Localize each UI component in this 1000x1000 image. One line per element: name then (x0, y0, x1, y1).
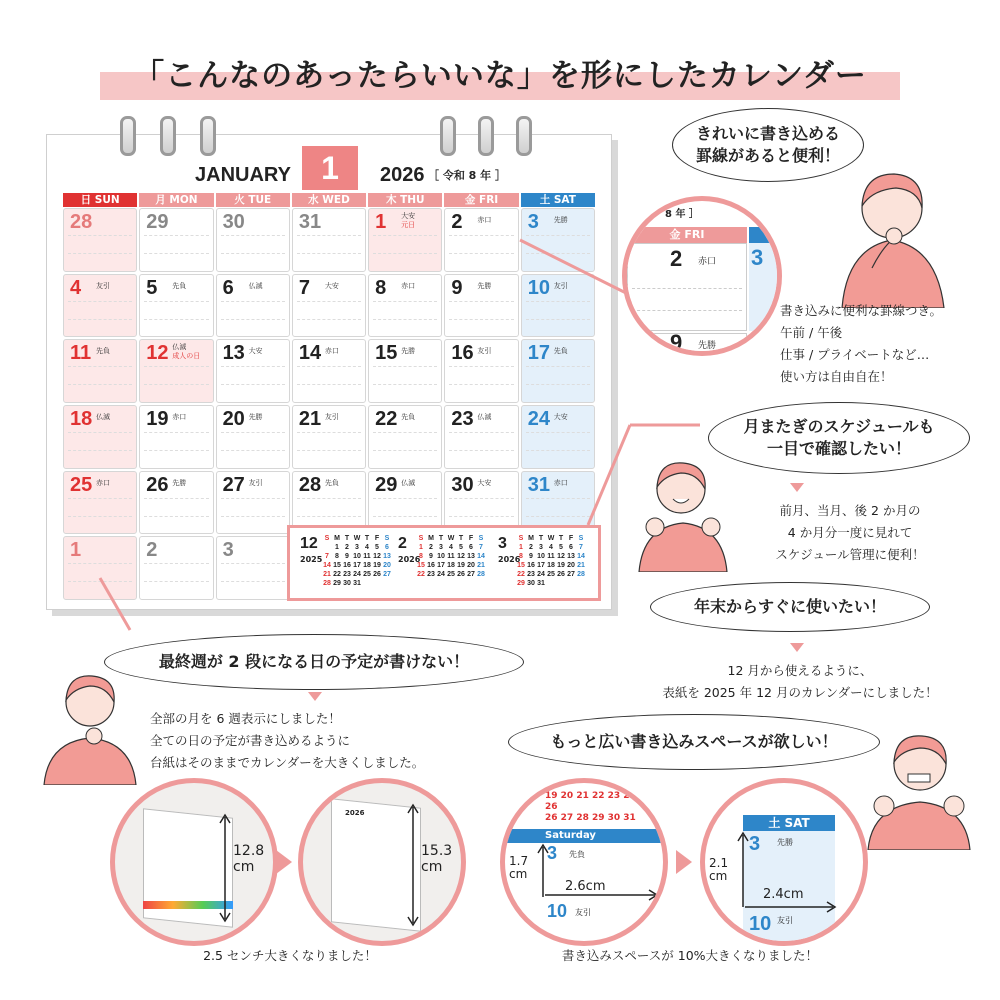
mini-day: 8 (419, 553, 423, 560)
rokuyo-label: 大安 (477, 478, 492, 487)
zoom-era: 8 年 ］ (665, 209, 699, 220)
day-number: 9 (451, 276, 463, 299)
mini-day: 10 (437, 553, 445, 560)
bubble-line: 年末からすぐに使いたい！ (693, 597, 886, 616)
mini-day: 14 (477, 553, 485, 560)
mini-day: 13 (467, 553, 475, 560)
mini-day: 16 (427, 562, 435, 569)
day-number: 4 (70, 276, 82, 299)
day-number: 19 (146, 408, 169, 430)
mini-day: 9 (345, 553, 349, 560)
page-title: 「こんなのあったらいいな」を形にしたカレンダー (133, 58, 867, 94)
mini-day: 21 (477, 562, 485, 569)
rokuyo-label: 赤口 (553, 478, 568, 487)
day-number: 31 (527, 473, 550, 496)
mini-day: 19 (457, 562, 465, 569)
mini-day: 2 (429, 544, 433, 551)
day-number: 3 (222, 539, 234, 562)
zoom-old-next-rokuyo: 友引 (575, 908, 591, 917)
mini-weekday: T (538, 535, 544, 542)
day-number: 28 (70, 211, 93, 233)
mini-year-label: 2025 (300, 555, 323, 564)
mini-weekday: T (558, 535, 564, 542)
zoom-new-weekday: 土 SAT (743, 815, 835, 831)
speech-bubble-year-end (650, 582, 930, 632)
rokuyo-label: 友引 (324, 413, 339, 421)
rokuyo-label: 先負 (324, 478, 339, 487)
mini-weekday: W (353, 535, 361, 542)
mini-day: 5 (375, 544, 379, 551)
bubble-line: 月またぎのスケジュールも (743, 417, 935, 436)
mini-year-label: 2026 (498, 555, 521, 564)
mini-day: 29 (333, 580, 341, 587)
mini-weekday: S (518, 535, 524, 542)
mini-day: 27 (567, 571, 575, 578)
mini-weekday: T (344, 535, 350, 542)
mini-day: 14 (577, 553, 585, 560)
mini-day: 30 (527, 580, 535, 587)
mini-day: 25 (547, 571, 555, 578)
holiday-name: 元日 (401, 221, 416, 229)
mini-day: 21 (577, 562, 585, 569)
zoom-ruled-lines (622, 196, 782, 356)
day-number: 23 (451, 408, 474, 430)
rokuyo-label: 赤口 (172, 413, 187, 421)
day-number: 20 (222, 408, 245, 430)
rokuyo-label: 赤口 (477, 216, 492, 224)
day-number: 1 (375, 211, 387, 233)
speech-bubble-space (508, 714, 880, 770)
weekday-label: 火 TUE (216, 193, 290, 207)
mini-day: 9 (429, 553, 433, 560)
calendar-month-name: JANUARY (195, 164, 291, 186)
rokuyo-label: 大安 (324, 281, 339, 290)
mini-weekday: F (468, 535, 474, 542)
day-number: 15 (375, 342, 398, 365)
zoom-ruled-line (632, 288, 742, 289)
note-line: 全部の月を 6 週表示にしました！ (150, 711, 341, 726)
down-arrow-icon (790, 643, 804, 652)
mini-day: 10 (353, 553, 361, 560)
day-number: 17 (527, 342, 550, 365)
zoom-next-rokuyo: 先勝 (698, 341, 717, 351)
mini-day: 15 (333, 562, 341, 569)
dimension-arrows-icon (735, 831, 865, 921)
mini-day: 22 (417, 571, 425, 578)
mini-day: 3 (439, 544, 443, 551)
mini-day: 3 (355, 544, 359, 551)
rokuyo-label: 大安 (401, 212, 416, 220)
day-number: 8 (375, 276, 387, 299)
bubble-line: 罫線があると便利！ (695, 146, 840, 165)
zoom-old-rokuyo: 先負 (569, 850, 585, 859)
weekday-label: 日 SUN (63, 193, 137, 207)
mini-month-label: 2 (398, 535, 407, 552)
zoom-old-next-day: 10 (547, 901, 568, 921)
zoom-old-mini-row: 19 20 21 22 23 24 25 26 (545, 791, 652, 812)
bubble-line: もっと広い書き込みスペースが欲しい！ (550, 732, 838, 751)
day-number: 7 (298, 276, 310, 299)
weekday-label: 月 MON (139, 193, 213, 207)
mini-year-label: 2026 (398, 555, 421, 564)
mini-day: 29 (517, 580, 525, 587)
note-line: 仕事 / プライベートなど… (780, 347, 930, 362)
mini-day: 27 (467, 571, 475, 578)
note-multi-month (740, 500, 960, 566)
mini-day: 20 (467, 562, 475, 569)
mini-day: 28 (577, 571, 585, 578)
mini-day: 23 (427, 571, 435, 578)
mini-day: 4 (549, 544, 553, 551)
mini-day: 1 (419, 544, 423, 551)
mini-day: 16 (527, 562, 535, 569)
mini-month-label: 3 (498, 535, 507, 552)
note-year-end (620, 660, 980, 704)
mini-day: 31 (353, 580, 361, 587)
day-number: 24 (527, 408, 550, 430)
mini-day: 8 (519, 553, 523, 560)
mini-day: 17 (437, 562, 445, 569)
rokuyo-label: 友引 (96, 281, 110, 290)
zoom-sat-day: 3 (751, 245, 764, 270)
zoom-old-height: 1.7 cm (509, 854, 529, 881)
dimension-arrows-icon (535, 843, 665, 903)
mini-day: 24 (537, 571, 545, 578)
bubble-line: きれいに書き込める (695, 124, 840, 143)
zoom-ruled-line (632, 310, 742, 311)
day-number: 29 (146, 211, 169, 233)
rokuyo-label: 大安 (248, 347, 263, 356)
rokuyo-label: 先負 (401, 413, 416, 421)
mini-day: 14 (323, 562, 331, 569)
mini-day: 22 (517, 571, 525, 578)
note-line: 台紙はそのままでカレンダーを大きくしました。 (150, 755, 425, 770)
zoom-old-day: 3 (547, 843, 558, 863)
zoom-new-next-rokuyo: 友引 (777, 916, 793, 925)
day-number: 10 (527, 276, 550, 299)
mini-day: 6 (569, 544, 573, 551)
day-number: 2 (451, 211, 463, 233)
mini-weekday: M (334, 535, 340, 542)
mini-day: 11 (447, 553, 455, 560)
zoom-new-next-day: 10 (749, 913, 772, 935)
zoom-new-width: 2.4cm (763, 887, 804, 902)
mini-day: 22 (333, 571, 341, 578)
old-height-label: 12.8 cm (233, 843, 265, 875)
note-line: 午前 / 午後 (780, 325, 843, 340)
zoom-weekday: 金 FRI (627, 227, 747, 243)
note-line: 表紙を 2025 年 12 月のカレンダーにしました！ (662, 685, 938, 700)
mini-day: 17 (353, 562, 361, 569)
note-line: スケジュール管理に便利！ (775, 547, 925, 562)
mini-day: 30 (343, 580, 351, 587)
person-happy-illustration (633, 447, 733, 572)
zoom-rokuyo: 赤口 (698, 257, 717, 267)
mini-day: 3 (539, 544, 543, 551)
mini-day: 5 (559, 544, 563, 551)
mini-day: 9 (529, 553, 533, 560)
note-line: 全ての日の予定が書き込めるように (150, 733, 351, 748)
rokuyo-label: 赤口 (401, 281, 416, 290)
mini-day: 7 (579, 544, 583, 551)
mini-day: 25 (363, 571, 371, 578)
weekday-label: 金 FRI (444, 193, 518, 207)
mini-day: 24 (437, 571, 445, 578)
mini-day: 11 (547, 553, 555, 560)
note-line: 前月、当月、後 2 か月の (779, 503, 921, 518)
note-line: 書き込みに便利な罫線つき。 (780, 303, 943, 318)
rokuyo-label: 先負 (553, 347, 568, 356)
mini-day: 6 (469, 544, 473, 551)
photo-new-calendar (298, 778, 466, 946)
note-line: 使い方は自由自在！ (780, 369, 893, 384)
mini-day: 27 (383, 571, 391, 578)
down-arrow-icon (790, 483, 804, 492)
rokuyo-label: 友引 (553, 281, 568, 290)
weekday-label: 土 SAT (521, 193, 595, 207)
mini-weekday: M (428, 535, 434, 542)
person-thinking-illustration (832, 148, 962, 308)
mini-day: 2 (345, 544, 349, 551)
rokuyo-label: 先勝 (401, 347, 416, 356)
mini-day: 26 (373, 571, 381, 578)
mini-day: 19 (373, 562, 381, 569)
mini-day: 24 (353, 571, 361, 578)
mini-day: 6 (385, 544, 389, 551)
calendar-year: 2026 (380, 164, 425, 186)
day-number: 13 (222, 342, 245, 365)
day-number: 14 (298, 342, 322, 365)
mini-day: 12 (373, 553, 381, 560)
photo-old-calendar (110, 778, 278, 946)
rokuyo-label: 先負 (172, 281, 187, 290)
note-ruled-lines (780, 300, 942, 388)
day-number: 18 (70, 408, 93, 430)
mini-weekday: W (447, 535, 455, 542)
zoom-old-mini-row: 26 27 28 29 30 31 (545, 813, 636, 823)
mini-day: 26 (557, 571, 565, 578)
zoom-old-weekday: Saturday (505, 829, 668, 843)
mini-day: 18 (363, 562, 371, 569)
day-number: 12 (146, 342, 169, 365)
rokuyo-label: 先勝 (172, 478, 187, 487)
caption-size-increase: 2.5 センチ大きくなりました！ (203, 948, 377, 963)
mini-day: 18 (447, 562, 455, 569)
mini-day: 1 (519, 544, 523, 551)
mini-weekday: F (374, 535, 380, 542)
right-arrow-icon (276, 850, 292, 874)
day-number: 30 (451, 473, 474, 496)
mini-day: 20 (567, 562, 575, 569)
mini-weekday: F (568, 535, 574, 542)
height-arrow-icon (403, 803, 423, 927)
calendar-era: ［ 令和 8 年 ］ (428, 169, 506, 182)
mini-day: 18 (547, 562, 555, 569)
person-worried-illustration (40, 660, 140, 785)
day-number: 2 (146, 539, 158, 562)
weekday-label: 水 WED (292, 193, 366, 207)
mini-weekday: T (364, 535, 370, 542)
zoom-old-width: 2.6cm (565, 879, 606, 894)
note-six-weeks (150, 708, 424, 774)
rokuyo-label: 大安 (553, 413, 568, 421)
day-number: 5 (146, 276, 158, 299)
mini-day: 2 (529, 544, 533, 551)
mini-day: 28 (477, 571, 485, 578)
rokuyo-label: 仏滅 (248, 281, 263, 290)
rokuyo-label: 先勝 (248, 413, 263, 421)
mini-day: 26 (457, 571, 465, 578)
mini-day: 19 (557, 562, 565, 569)
bubble-line: 最終週が 2 段になる日の予定が書けない！ (158, 652, 470, 671)
right-arrow-icon (676, 850, 692, 874)
zoom-new-rokuyo: 先勝 (777, 838, 793, 847)
zoom-day: 2 (670, 246, 683, 271)
mini-weekday: M (528, 535, 534, 542)
mini-day: 4 (365, 544, 369, 551)
mini-weekday: S (384, 535, 390, 542)
mini-weekday: S (578, 535, 584, 542)
day-number: 25 (70, 473, 93, 496)
mini-day: 15 (517, 562, 525, 569)
day-number: 16 (451, 342, 474, 365)
zoom-new-cell (700, 778, 868, 946)
note-line: 4 か月分一度に見れて (787, 525, 913, 540)
mini-weekday: W (547, 535, 555, 542)
bubble-line: 一目で確認したい！ (766, 439, 911, 458)
day-number: 30 (222, 211, 245, 233)
rokuyo-label: 先負 (96, 347, 110, 356)
day-number: 31 (298, 211, 322, 233)
mini-month-label: 12 (300, 535, 318, 552)
zoom-cell (627, 243, 747, 331)
mini-weekday: S (478, 535, 484, 542)
mini-day: 7 (479, 544, 483, 551)
calendar-month-number: 1 (302, 146, 358, 190)
rokuyo-label: 赤口 (324, 347, 339, 356)
rokuyo-label: 仏滅 (477, 413, 492, 421)
mini-day: 5 (459, 544, 463, 551)
rokuyo-label: 先勝 (553, 216, 568, 224)
day-number: 27 (222, 473, 245, 496)
mini-day: 25 (447, 571, 455, 578)
rokuyo-label: 先勝 (477, 281, 492, 290)
mini-weekday: S (324, 535, 330, 542)
mini-weekday: T (458, 535, 464, 542)
mini-day: 31 (537, 580, 545, 587)
mini-day: 8 (335, 553, 339, 560)
day-number: 3 (527, 211, 539, 233)
down-arrow-icon (308, 692, 322, 701)
mini-weekday: T (438, 535, 444, 542)
note-line: 12 月から使えるように、 (727, 663, 873, 678)
mini-day: 16 (343, 562, 351, 569)
mini-day: 28 (323, 580, 331, 587)
mini-day: 21 (323, 571, 331, 578)
day-number: 21 (298, 408, 322, 430)
zoom-old-cell (500, 778, 668, 946)
day-number: 29 (375, 473, 398, 496)
mini-day: 17 (537, 562, 545, 569)
speech-bubble-six-weeks (104, 634, 524, 690)
speech-bubble-multi-month (708, 402, 970, 474)
mini-day: 13 (567, 553, 575, 560)
mini-day: 10 (537, 553, 545, 560)
rokuyo-label: 仏滅 (401, 478, 416, 487)
mini-day: 23 (343, 571, 351, 578)
mini-weekday: S (418, 535, 424, 542)
mini-day: 23 (527, 571, 535, 578)
caption-space-increase: 書き込みスペースが 10%大きくなりました！ (561, 948, 819, 963)
day-number: 26 (146, 473, 169, 496)
mini-day: 20 (383, 562, 391, 569)
rokuyo-label: 仏滅 (172, 343, 187, 352)
rokuyo-label: 友引 (248, 478, 263, 487)
mini-day: 12 (557, 553, 565, 560)
holiday-name: 成人の日 (172, 352, 201, 361)
new-height-label: 15.3 cm (421, 843, 453, 875)
mini-day: 7 (325, 553, 329, 560)
mini-day: 11 (363, 553, 371, 560)
speech-bubble-ruled-lines (672, 108, 864, 182)
rokuyo-label: 仏滅 (96, 413, 110, 421)
zoom-new-height: 2.1 cm (709, 856, 729, 883)
rokuyo-label: 友引 (477, 347, 492, 356)
rokuyo-label: 赤口 (96, 478, 110, 487)
zoom-next-day: 9 (670, 330, 683, 355)
height-arrow-icon (215, 813, 235, 923)
mini-day: 12 (457, 553, 465, 560)
mini-day: 15 (417, 562, 425, 569)
day-number: 1 (70, 539, 82, 562)
mini-day: 1 (335, 544, 339, 551)
zoom-new-day: 3 (749, 833, 761, 855)
mini-day: 13 (383, 553, 391, 560)
photo-year: 2026 (345, 809, 365, 817)
day-number: 22 (375, 408, 398, 430)
day-number: 11 (70, 342, 92, 365)
mini-day: 4 (449, 544, 453, 551)
day-number: 6 (222, 276, 234, 299)
weekday-label: 木 THU (368, 193, 442, 207)
zoom-old-mini-rows (545, 791, 663, 824)
day-number: 28 (298, 473, 322, 496)
